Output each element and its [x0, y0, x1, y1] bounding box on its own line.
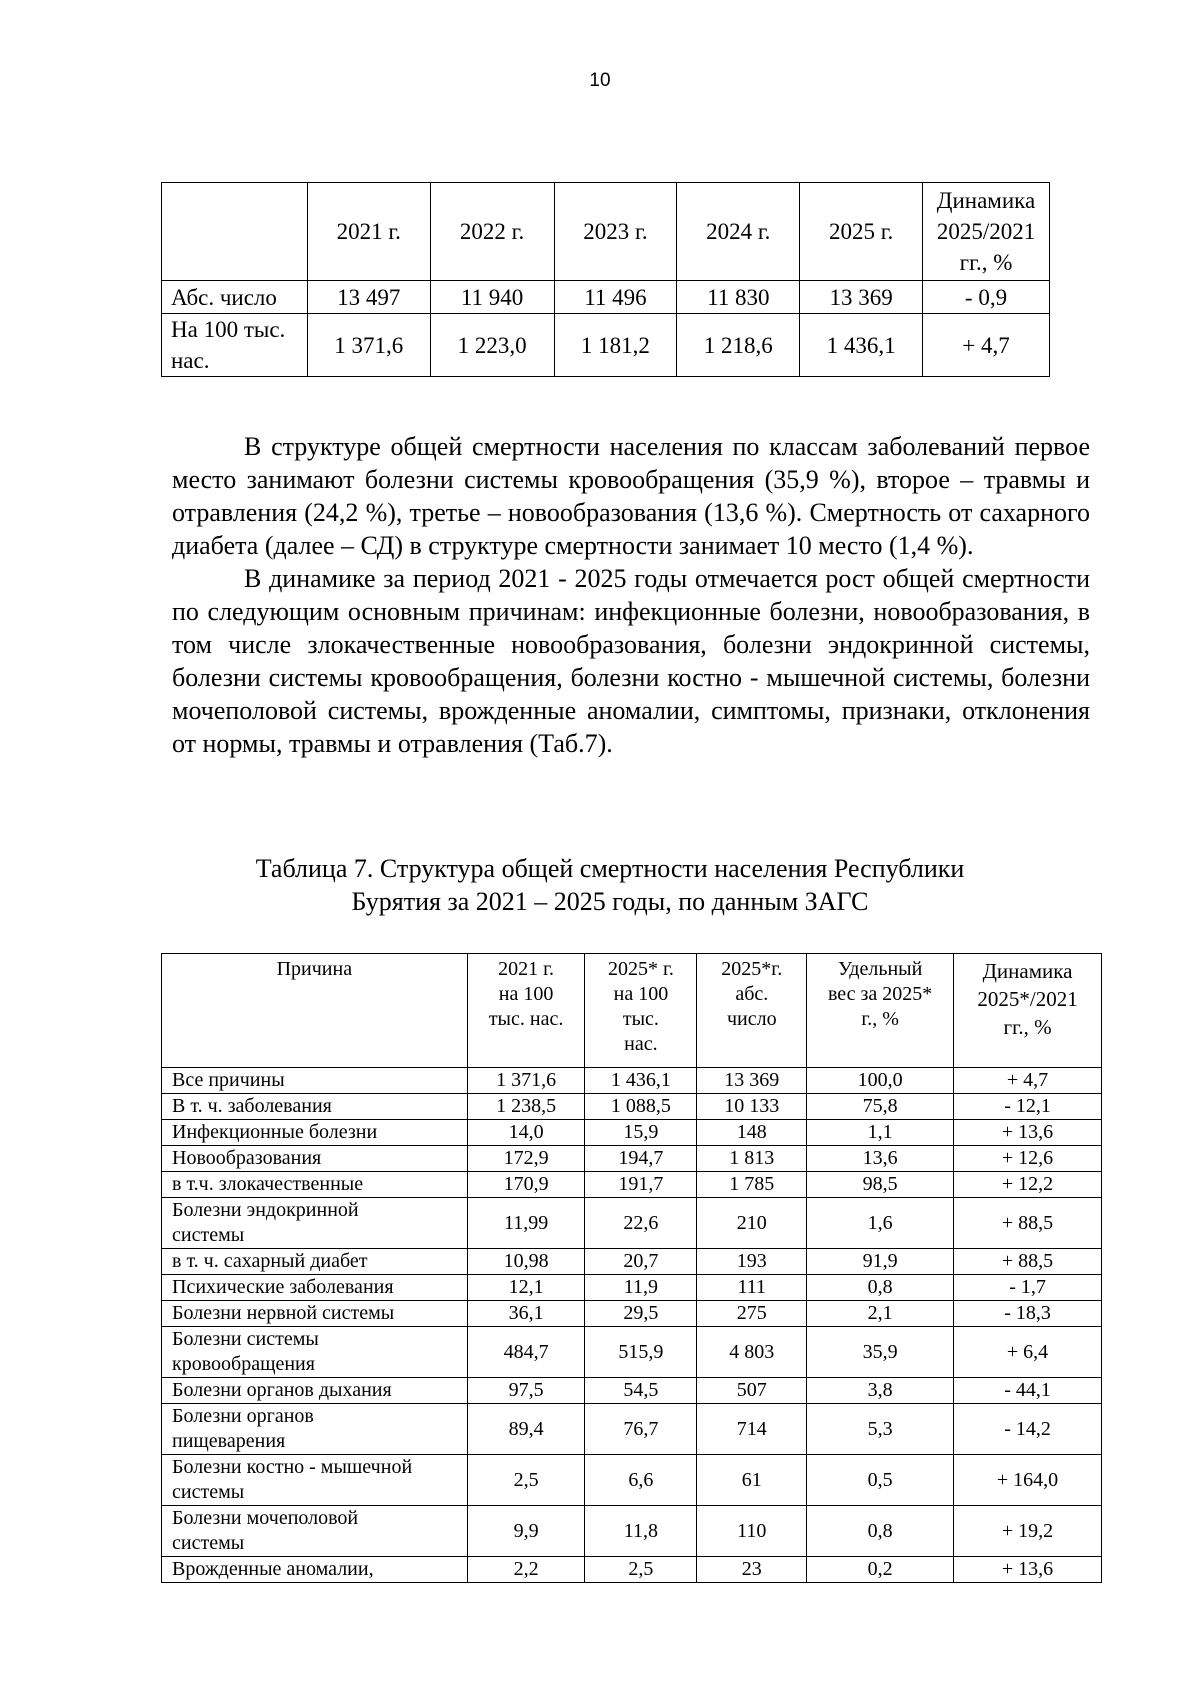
cause-name-cell — [162, 1249, 468, 1275]
cell-text-line: системы — [172, 1481, 245, 1503]
cell-text-line: 2025*/2021 — [977, 987, 1078, 1011]
table-row — [162, 1198, 1102, 1249]
table-header-row — [162, 954, 1102, 1068]
cell-text-line: Болезни костно - мышечной — [172, 1456, 413, 1478]
table-cell: 10 133 — [697, 1094, 807, 1120]
table-row — [162, 1249, 1102, 1275]
cell-text-line: в т. ч. сахарный диабет — [172, 1250, 368, 1272]
table-cell: 1 436,1 — [800, 314, 923, 377]
table-cell: 1 088,5 — [585, 1094, 697, 1120]
table-cell: 61 — [697, 1455, 807, 1506]
table-cell: 10,98 — [467, 1249, 585, 1275]
cell-text-line: тыс. нас. — [488, 1008, 564, 1030]
table-cell: 97,5 — [467, 1378, 585, 1404]
cell-text-line: 2025* г. — [607, 958, 674, 980]
cell-text-line: системы — [172, 1224, 245, 1246]
cell-text-line: Причина — [276, 958, 353, 980]
table-row — [162, 1068, 1102, 1094]
table-cell: 0,5 — [807, 1455, 954, 1506]
table-cell: 11,9 — [585, 1275, 697, 1301]
table-cell: 11 830 — [677, 281, 800, 314]
mortality-structure-table — [161, 953, 1102, 1583]
table-cell: 2,1 — [807, 1301, 954, 1327]
table-cell: 2,2 — [467, 1557, 585, 1583]
cell-text-line: Абс. число — [171, 284, 277, 310]
table-cell: 23 — [697, 1557, 807, 1583]
table-cell: 11,8 — [585, 1506, 697, 1557]
table-cell: 2,5 — [585, 1557, 697, 1583]
table-cell: 6,6 — [585, 1455, 697, 1506]
table-header-cell — [954, 954, 1102, 1068]
table-cell: 36,1 — [467, 1301, 585, 1327]
cell-text-line: Болезни нервной системы — [172, 1302, 395, 1324]
table-cell: 89,4 — [467, 1404, 585, 1455]
table-row — [162, 1506, 1102, 1557]
table-row — [162, 1455, 1102, 1506]
table-cell: 1 223,0 — [430, 314, 554, 377]
cell-text-line: Удельный — [837, 958, 923, 980]
cell-text-line: тыс. — [622, 1008, 659, 1030]
table-header-row — [162, 183, 1050, 281]
table-row — [162, 1094, 1102, 1120]
table-cell: 1,1 — [807, 1120, 954, 1146]
cause-name-cell — [162, 1378, 468, 1404]
table-row — [162, 1404, 1102, 1455]
table-row — [162, 1557, 1102, 1583]
table-cell: - 12,1 — [954, 1094, 1102, 1120]
table-cell: 1 218,6 — [677, 314, 800, 377]
table-cell: + 88,5 — [954, 1249, 1102, 1275]
cell-text-line: нас. — [171, 348, 210, 373]
table-header-cell — [697, 954, 807, 1068]
table-row — [162, 1327, 1102, 1378]
table-cell: + 13,6 — [954, 1120, 1102, 1146]
cell-text-line: системы — [172, 1532, 245, 1554]
cause-name-cell — [162, 1146, 468, 1172]
table-cell: 194,7 — [585, 1146, 697, 1172]
cell-text-line: На 100 тыс. — [171, 317, 286, 342]
table7-caption-line: Бурятия за 2021 – 2025 годы, по данным ЗАГС — [351, 887, 869, 916]
table-cell: 111 — [697, 1275, 807, 1301]
cell-text-line: пищеварения — [172, 1430, 286, 1452]
cause-name-cell — [162, 1068, 468, 1094]
cell-text-line: кровообращения — [172, 1353, 315, 1375]
table-cell: 1 238,5 — [467, 1094, 585, 1120]
cause-name-cell — [162, 1557, 468, 1583]
table-cell: + 88,5 — [954, 1198, 1102, 1249]
table-cell: 2,5 — [467, 1455, 585, 1506]
table-cell: 3,8 — [807, 1378, 954, 1404]
cell-text-line: Болезни эндокринной — [172, 1199, 359, 1221]
table-cell: + 6,4 — [954, 1327, 1102, 1378]
table-cell: 0,2 — [807, 1557, 954, 1583]
table-cell: + 13,6 — [954, 1557, 1102, 1583]
table-cell: - 0,9 — [923, 281, 1050, 314]
table-cell: 210 — [697, 1198, 807, 1249]
table-row — [162, 281, 1050, 314]
table-header-cell: 2021 г. — [307, 183, 430, 281]
table-header-cell — [807, 954, 954, 1068]
cell-text-line: В т. ч. заболевания — [172, 1095, 332, 1117]
table-header-cell — [923, 183, 1050, 281]
table-cell: 98,5 — [807, 1172, 954, 1198]
cell-text-line: нас. — [624, 1033, 658, 1055]
table-cell: 1 371,6 — [467, 1068, 585, 1094]
table-cell: 148 — [697, 1120, 807, 1146]
cell-text-line: Динамика — [936, 188, 1036, 213]
table-header-cell — [585, 954, 697, 1068]
cell-text-line: на 100 — [613, 983, 669, 1005]
table-cell: 13 369 — [697, 1068, 807, 1094]
table7-caption — [160, 852, 1060, 918]
table-cell: 13,6 — [807, 1146, 954, 1172]
row-label-cell — [162, 281, 308, 314]
table-header-cell: 2022 г. — [430, 183, 554, 281]
body-text — [172, 430, 1090, 760]
row-label-cell — [162, 314, 308, 377]
table-cell: 191,7 — [585, 1172, 697, 1198]
cell-text-line: гг., % — [1003, 1015, 1052, 1039]
table-cell: 100,0 — [807, 1068, 954, 1094]
cell-text-line: гг., % — [959, 250, 1013, 275]
cause-name-cell — [162, 1404, 468, 1455]
cell-text-line: абс. — [735, 983, 769, 1005]
cell-text-line: в т.ч. злокачественные — [172, 1173, 364, 1195]
table-header-cell: 2024 г. — [677, 183, 800, 281]
table-cell: 11 496 — [554, 281, 677, 314]
table-cell: 12,1 — [467, 1275, 585, 1301]
cause-name-cell — [162, 1094, 468, 1120]
cell-text-line: Болезни системы — [172, 1328, 319, 1350]
table-cell: + 12,6 — [954, 1146, 1102, 1172]
cell-text-line: Болезни органов — [172, 1405, 314, 1427]
table-cell: 1 371,6 — [307, 314, 430, 377]
cell-text-line: на 100 — [498, 983, 554, 1005]
table-cell: 484,7 — [467, 1327, 585, 1378]
mortality-summary-table — [161, 182, 1050, 377]
table-cell: 29,5 — [585, 1301, 697, 1327]
table-cell: 515,9 — [585, 1327, 697, 1378]
table-cell: 4 803 — [697, 1327, 807, 1378]
table-row — [162, 314, 1050, 377]
cell-text-line: Болезни органов дыхания — [172, 1379, 392, 1401]
table-row — [162, 1172, 1102, 1198]
table-cell: 170,9 — [467, 1172, 585, 1198]
table-cell: 1,6 — [807, 1198, 954, 1249]
table-cell: + 4,7 — [923, 314, 1050, 377]
table-cell: 1 181,2 — [554, 314, 677, 377]
table-cell: 1 436,1 — [585, 1068, 697, 1094]
cell-text-line: 2021 г. — [498, 958, 555, 980]
table-cell: 193 — [697, 1249, 807, 1275]
cause-name-cell — [162, 1506, 468, 1557]
table-cell: 76,7 — [585, 1404, 697, 1455]
cell-text-line: Болезни мочеполовой — [172, 1507, 359, 1529]
table-cell: 13 369 — [800, 281, 923, 314]
table-cell: 110 — [697, 1506, 807, 1557]
table-cell: - 14,2 — [954, 1404, 1102, 1455]
cell-text-line: г., % — [861, 1008, 899, 1030]
cause-name-cell — [162, 1327, 468, 1378]
table-cell: 75,8 — [807, 1094, 954, 1120]
table-cell: 54,5 — [585, 1378, 697, 1404]
table-cell: 1 813 — [697, 1146, 807, 1172]
table-cell: + 12,2 — [954, 1172, 1102, 1198]
cause-name-cell — [162, 1172, 468, 1198]
table-cell: 0,8 — [807, 1506, 954, 1557]
cause-name-cell — [162, 1301, 468, 1327]
table-header-cell: 2025 г. — [800, 183, 923, 281]
table-cell: 20,7 — [585, 1249, 697, 1275]
table-cell: 91,9 — [807, 1249, 954, 1275]
table-row — [162, 1146, 1102, 1172]
table-cell: + 4,7 — [954, 1068, 1102, 1094]
table-cell: 507 — [697, 1378, 807, 1404]
table-cell: + 164,0 — [954, 1455, 1102, 1506]
cell-text-line: Психические заболевания — [172, 1276, 394, 1298]
table-row — [162, 1120, 1102, 1146]
table-cell: 35,9 — [807, 1327, 954, 1378]
table-row — [162, 1378, 1102, 1404]
table-cell: 15,9 — [585, 1120, 697, 1146]
table-cell: 9,9 — [467, 1506, 585, 1557]
cause-name-cell — [162, 1120, 468, 1146]
table-cell: 14,0 — [467, 1120, 585, 1146]
table-header-cell — [162, 183, 308, 281]
table-cell: + 19,2 — [954, 1506, 1102, 1557]
table-cell: 714 — [697, 1404, 807, 1455]
cell-text-line: вес за 2025* — [827, 983, 933, 1005]
cell-text-line: Все причины — [172, 1069, 285, 1091]
table-cell: 275 — [697, 1301, 807, 1327]
table-cell: - 44,1 — [954, 1378, 1102, 1404]
page-number: 10 — [589, 70, 611, 91]
table-cell: - 18,3 — [954, 1301, 1102, 1327]
cell-text-line: Новообразования — [172, 1147, 322, 1169]
table-cell: - 1,7 — [954, 1275, 1102, 1301]
table-header-cell: 2023 г. — [554, 183, 677, 281]
table-cell: 13 497 — [307, 281, 430, 314]
cause-name-cell — [162, 1455, 468, 1506]
table-cell: 11,99 — [467, 1198, 585, 1249]
paragraph: В динамике за период 2021 - 2025 годы отмечается рост общей смертности по следующим основным причинам: инфекционные болезни, новообразования, в том числе злокачественные новообразования, болезни эндокринной системы, болезни системы кровообращения, болезни костно - мышечной системы, болезни мочеполовой системы, врожденные аномалии, симптомы, признаки, отклонения от нормы, травмы и отравления (Таб.7). — [172, 564, 1090, 758]
table-row — [162, 1301, 1102, 1327]
table-header-cell — [467, 954, 585, 1068]
table-cell: 172,9 — [467, 1146, 585, 1172]
table-header-cell — [162, 954, 468, 1068]
cell-text-line: Динамика — [982, 959, 1073, 983]
table-cell: 0,8 — [807, 1275, 954, 1301]
cause-name-cell — [162, 1198, 468, 1249]
table-row — [162, 1275, 1102, 1301]
cell-text-line: число — [726, 1008, 777, 1030]
cause-name-cell — [162, 1275, 468, 1301]
cell-text-line: 2025/2021 — [936, 219, 1036, 244]
cell-text-line: Врожденные аномалии, — [172, 1558, 374, 1580]
table-cell: 22,6 — [585, 1198, 697, 1249]
table-cell: 5,3 — [807, 1404, 954, 1455]
paragraph: В структуре общей смертности населения по классам заболеваний первое место занимают болезни системы кровообращения (35,9 %), второе – травмы и отравления (24,2 %), третье – новообразования (13,6 %). Смертность от сахарного диабета (далее – СД) в структуре смертности занимает 10 место (1,4 %). — [172, 432, 1090, 560]
cell-text-line: 2025*г. — [721, 958, 783, 980]
table-cell: 1 785 — [697, 1172, 807, 1198]
table-cell: 11 940 — [430, 281, 554, 314]
cell-text-line: Инфекционные болезни — [172, 1121, 378, 1143]
table7-caption-line: Таблица 7. Структура общей смертности населения Республики — [255, 854, 965, 883]
